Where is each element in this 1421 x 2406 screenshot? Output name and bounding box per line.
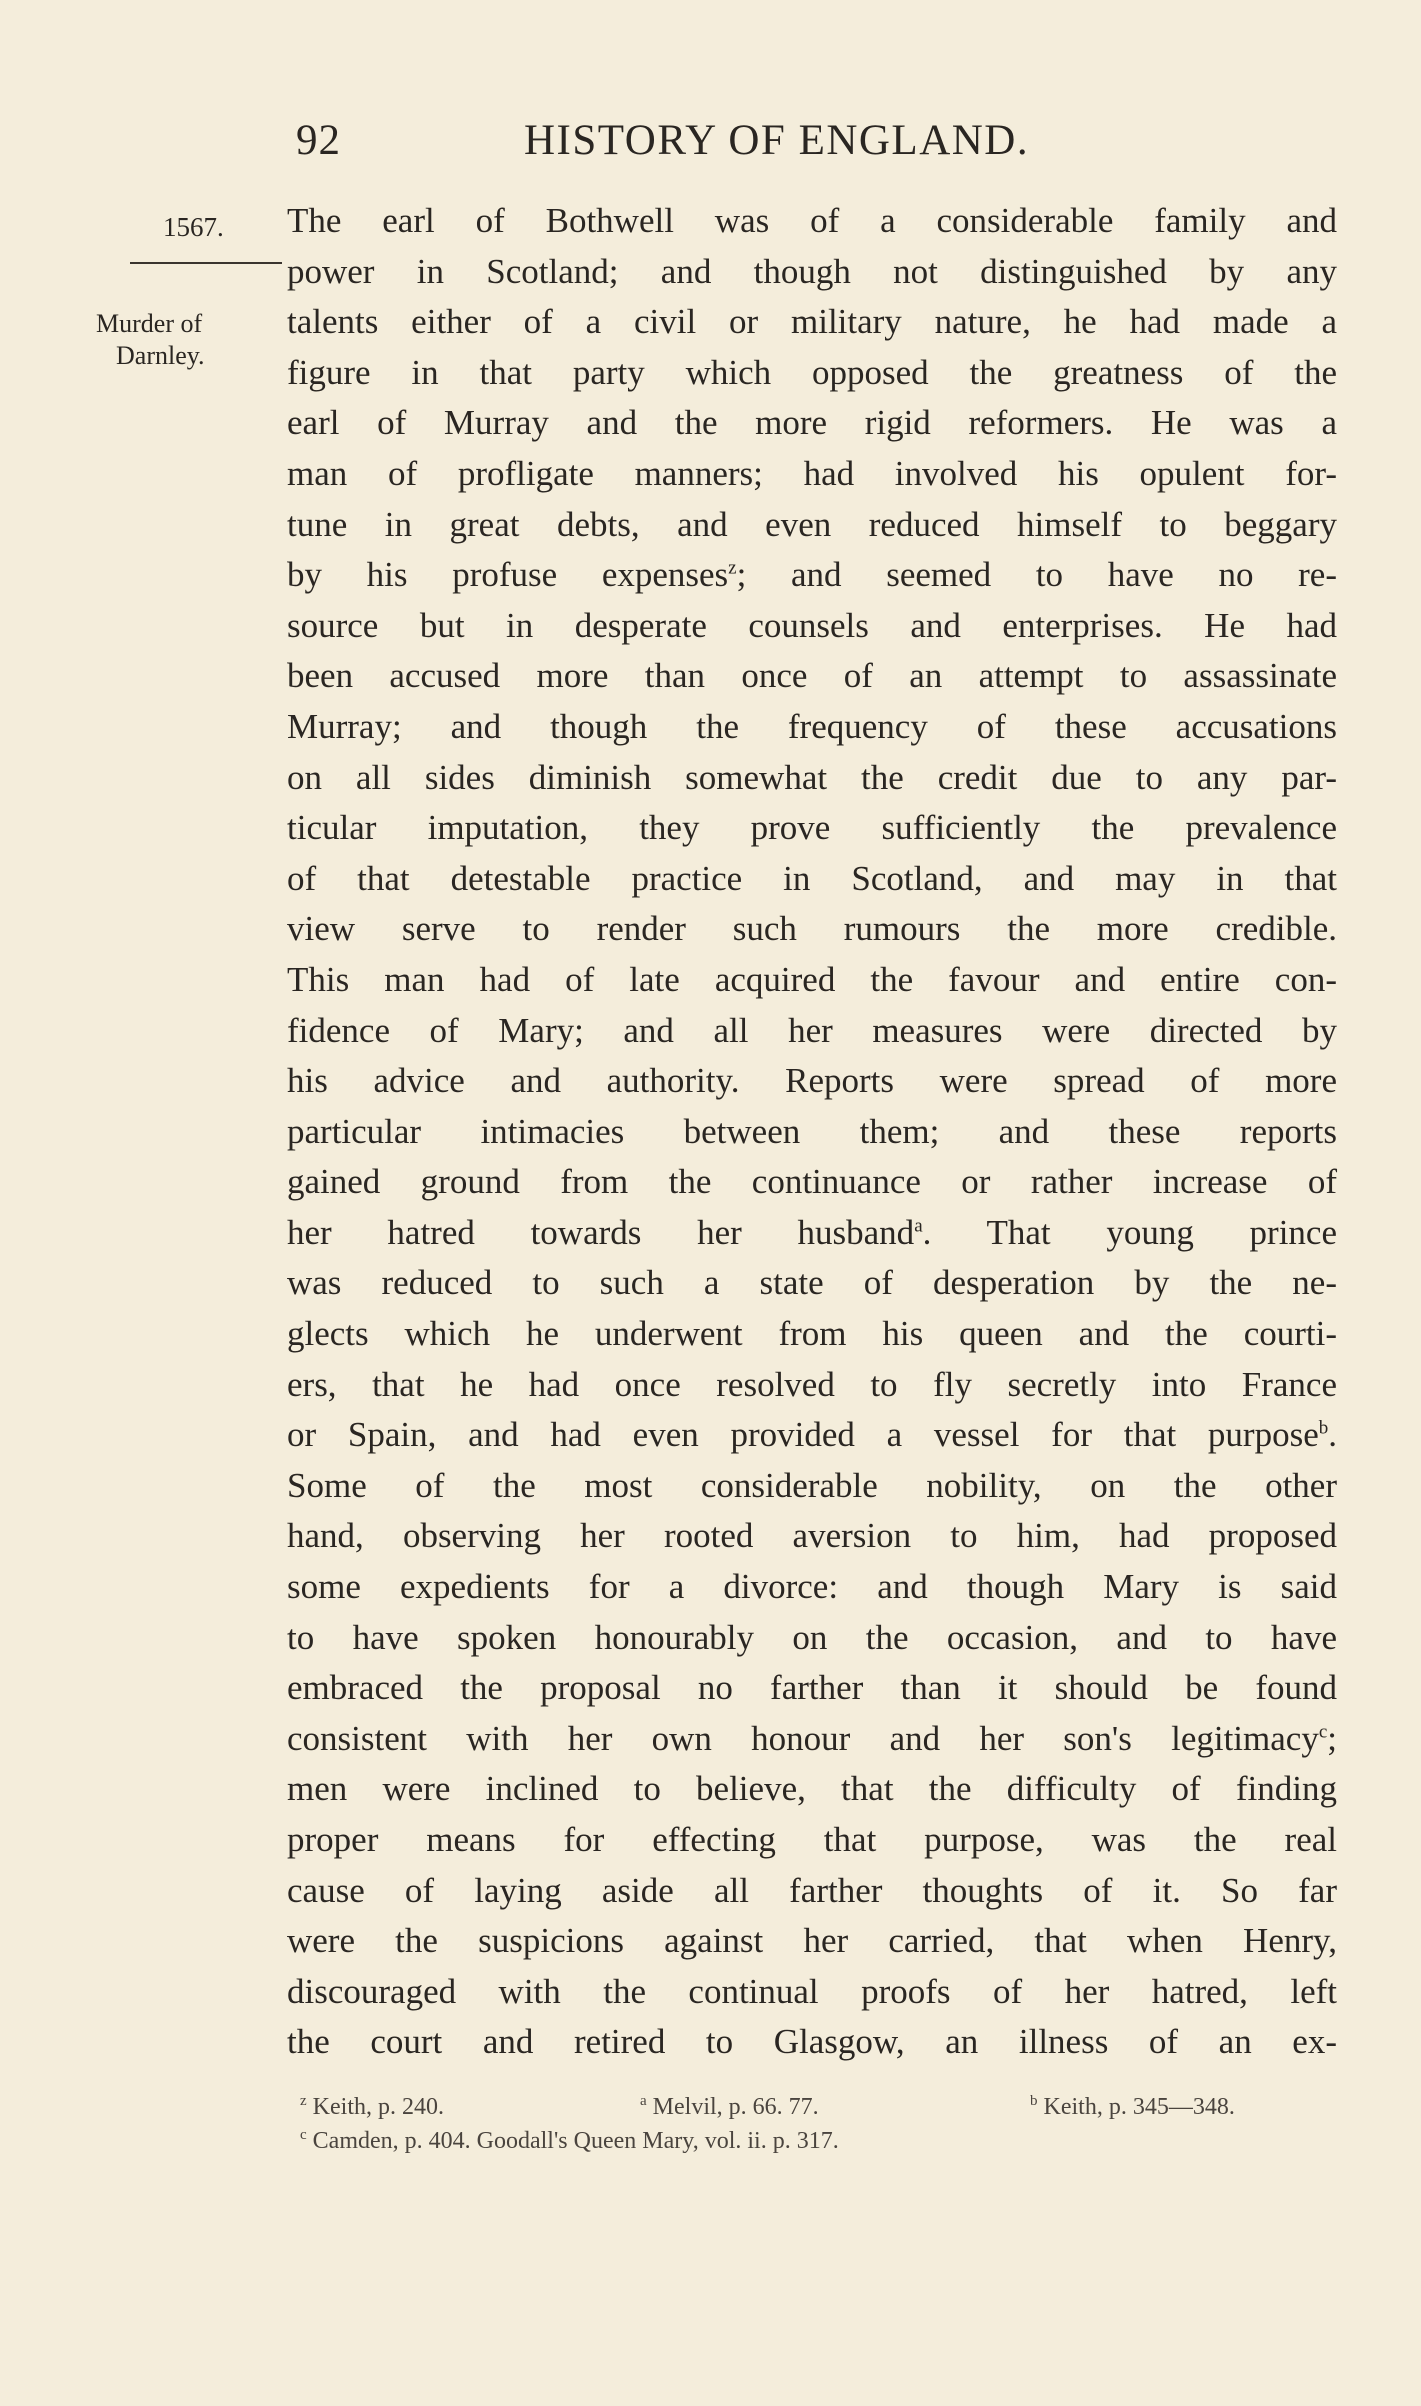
running-title: HISTORY OF ENGLAND. [524,117,1030,164]
text-line: tune in great debts, and even reduced himself to beggary [287,504,1337,544]
text-line: power in Scotland; and though not distinguished by any [287,251,1337,291]
footnote-mark: a [640,2093,647,2109]
text-line: to have spoken honourably on the occasion, and to have [287,1617,1337,1657]
text-line [287,1208,1337,1259]
text-line: ticular imputation, they prove sufficiently the prevalence [287,808,1337,848]
margin-year: 1567. [163,212,224,242]
footnote-ref: a [914,1215,923,1237]
text-line: of that detestable practice in Scotland, and may in that [287,858,1337,898]
text-segment: ; [1327,1718,1337,1758]
text-line: fidence of Mary; and all her measures were directed by [287,1010,1337,1050]
text-line: talents either of a civil or military nature, he had made a [287,302,1337,342]
text-line: man of profligate manners; had involved his opulent for- [287,453,1337,493]
text-line: glects which he underwent from his queen and the courti- [287,1314,1337,1354]
text-segment: consistent with her own honour and her son's legitimacy [287,1718,1319,1758]
text-line: was reduced to such a state of desperation by the ne- [287,1263,1337,1303]
body-text [287,196,1337,2068]
footnote-row [300,2090,1330,2124]
text-line: gained ground from the continuance or rather increase of [287,1162,1337,1202]
footnote [640,2090,819,2124]
text-line: cause of laying aside all farther thoughts of it. So far [287,1870,1337,1910]
footnote-mark: b [1030,2093,1038,2109]
text-line: embraced the proposal no farther than it should be found [287,1668,1337,1708]
text-line: hand, observing her rooted aversion to him, had proposed [287,1516,1337,1556]
text-line: men were inclined to believe, that the difficulty of finding [287,1769,1337,1809]
footnotes [300,2090,1330,2158]
text-line: particular intimacies between them; and these reports [287,1111,1337,1151]
footnote-row [300,2124,1330,2158]
footnote-text: Melvil, p. 66. 77. [652,2094,819,2120]
text-segment: her hatred towards her husband [287,1212,915,1252]
text-line: Some of the most considerable nobility, on the other [287,1465,1337,1505]
text-line [287,550,1337,601]
text-line: the court and retired to Glasgow, an illness of an ex- [287,2022,1337,2062]
text-line: figure in that party which opposed the greatness of the [287,352,1337,392]
footnote-ref: z [728,557,737,579]
margin-rule [130,262,282,264]
text-segment: by his profuse expenses [287,555,729,595]
text-line [287,1714,1337,1765]
text-line: his advice and authority. Reports were spread of more [287,1061,1337,1101]
text-line: ers, that he had once resolved to fly secretly into France [287,1364,1337,1404]
text-segment: . That young prince [922,1212,1337,1252]
text-line: view serve to render such rumours the more credible. [287,909,1337,949]
text-line: been accused more than once of an attempt to assassinate [287,656,1337,696]
text-line: Murray; and though the frequency of these accusations [287,706,1337,746]
footnote-text: Camden, p. 404. Goodall's Queen Mary, vol. ii. p. 317. [312,2128,839,2154]
footnote [300,2090,444,2124]
footnote-ref: b [1318,1417,1329,1439]
footnote-mark: z [300,2093,307,2109]
page-header [0,116,1421,176]
footnote-mark: c [300,2127,307,2143]
sidenote-line: Darnley. [116,341,205,370]
sidenote-line: Murder of [96,309,203,338]
footnote [300,2124,839,2158]
text-line: discouraged with the continual proofs of her hatred, left [287,1971,1337,2011]
text-line: source but in desperate counsels and enterprises. He had [287,605,1337,645]
footnote-text: Keith, p. 240. [312,2094,444,2120]
margin-sidenote [96,308,276,372]
text-line: some expedients for a divorce: and though Mary is said [287,1567,1337,1607]
text-line [287,1410,1337,1461]
text-segment: ; and seemed to have no re- [736,555,1337,595]
text-segment: . [1328,1415,1337,1455]
text-line: earl of Murray and the more rigid reformers. He was a [287,403,1337,443]
text-line: The earl of Bothwell was of a considerable family and [287,201,1337,240]
text-line: on all sides diminish somewhat the credit due to any par- [287,757,1337,797]
text-line: This man had of late acquired the favour and entire con- [287,959,1337,999]
text-line: were the suspicions against her carried, that when Henry, [287,1921,1337,1961]
footnote-text: Keith, p. 345—348. [1043,2094,1235,2120]
text-segment: or Spain, and had even provided a vessel for that purpose [287,1415,1319,1455]
footnote [1030,2090,1235,2124]
footnote-ref: c [1318,1721,1328,1743]
page-number: 92 [296,117,341,164]
text-line: proper means for effecting that purpose, was the real [287,1820,1337,1859]
